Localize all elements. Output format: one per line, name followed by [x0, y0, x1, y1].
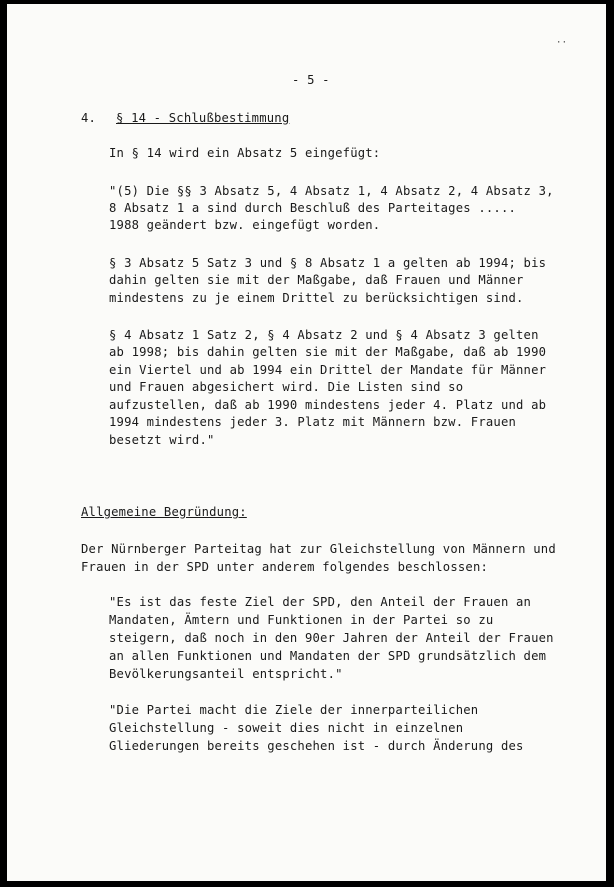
quote1-line: "Es ist das feste Ziel der SPD, den Anteil der Frauen an [109, 595, 532, 609]
para2-line: dahin gelten sie mit der Maßgabe, daß Frauen und Männer [109, 273, 524, 287]
quote1-line: an allen Funktionen und Mandaten der SPD grundsätzlich dem [109, 649, 547, 663]
section-intro: In § 14 wird ein Absatz 5 eingefügt: [109, 146, 381, 160]
begruendung-heading: Allgemeine Begründung: [81, 505, 247, 519]
para3-line: und Frauen abgesichert wird. Die Listen sind so [109, 380, 464, 394]
scan-speck: ·· [556, 38, 568, 48]
quote1-line: Bevölkerungsanteil entspricht." [109, 667, 343, 681]
para3-line: aufzustellen, daß ab 1990 mindestens jeder 4. Platz und ab [109, 398, 547, 412]
para3-line: ein Viertel und ab 1994 ein Drittel der Mandate für Männer [109, 363, 547, 377]
begruendung-intro-line: Der Nürnberger Parteitag hat zur Gleichstellung von Männern und [81, 542, 556, 556]
quote2-line: Gleichstellung - soweit dies nicht in einzelnen [109, 721, 464, 735]
section-number: 4. [81, 111, 97, 125]
para3-line: § 4 Absatz 1 Satz 2, § 4 Absatz 2 und § 4 Absatz 3 gelten [109, 328, 539, 342]
page-number: - 5 - [292, 73, 330, 87]
para2-line: § 3 Absatz 5 Satz 3 und § 8 Absatz 1 a gelten ab 1994; bis [109, 256, 547, 270]
quote1-line: steigern, daß noch in den 90er Jahren der Anteil der Frauen [109, 631, 554, 645]
para2-line: mindestens zu je einem Drittel zu berücksichtigen sind. [109, 291, 524, 305]
begruendung-intro-line: Frauen in der SPD unter anderem folgendes beschlossen: [81, 560, 489, 574]
para1-line: 1988 geändert bzw. eingefügt worden. [109, 218, 381, 232]
quote1-line: Mandaten, Ämtern und Funktionen in der Partei so zu [109, 613, 494, 627]
document-page [7, 4, 606, 881]
para3-line: besetzt wird." [109, 433, 215, 447]
section-heading: § 14 - Schlußbestimmung [116, 111, 290, 125]
quote2-line: "Die Partei macht die Ziele der innerparteilichen [109, 703, 479, 717]
quote2-line: Gliederungen bereits geschehen ist - durch Änderung des [109, 739, 524, 753]
para1-line: 8 Absatz 1 a sind durch Beschluß des Parteitages ..... [109, 201, 517, 215]
para3-line: ab 1998; bis dahin gelten sie mit der Maßgabe, daß ab 1990 [109, 345, 547, 359]
para1-line: "(5) Die §§ 3 Absatz 5, 4 Absatz 1, 4 Absatz 2, 4 Absatz 3, [109, 184, 554, 198]
para3-line: 1994 mindestens jeder 3. Platz mit Männern bzw. Frauen [109, 415, 517, 429]
